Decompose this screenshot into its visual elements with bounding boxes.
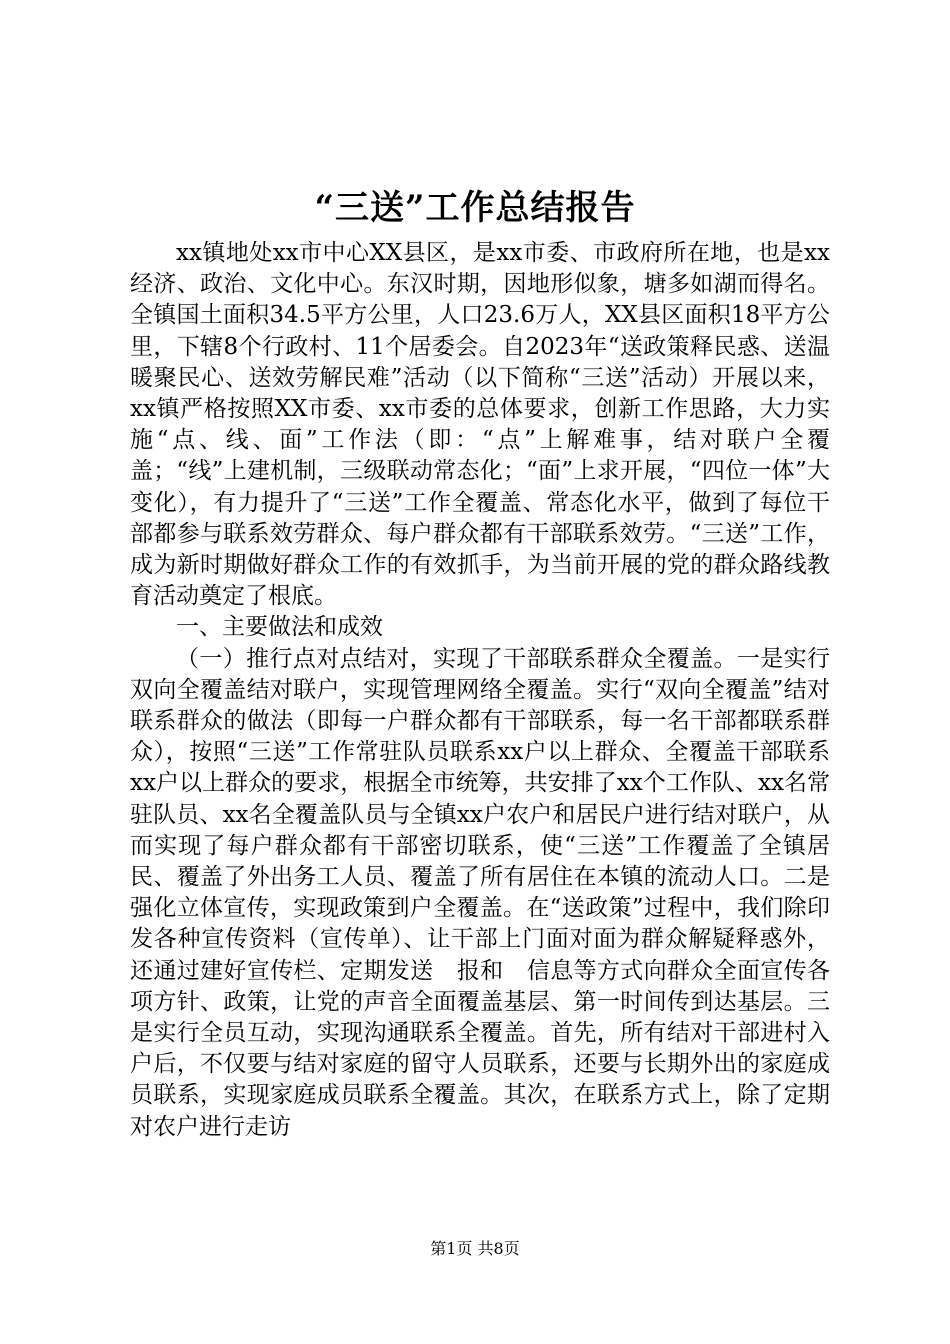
document-title: “三送”工作总结报告 — [314, 188, 636, 228]
page-footer: 第1页 共8页 — [430, 1239, 520, 1258]
body-paragraph: xx镇地处xx市中心XX县区，是xx市委、市政府所在地，也是xx经济、政治、文化中心。东汉时期，因地形似象，塘多如湖而得名。全镇国土面积34.5平方公里，人口23.6万人，XX县区面积18平方公里，下辖8个行政村、11个居委会。自2023年“送政策释民惑、送温暖聚民心、送效劳解民难”活动（以下简称“三送”活动）开展以来，xx镇严格按照XX市委、xx市委的总体要求，创新工作思路，大力实施“点、线、面”工作法（即：“点”上解难事，结对联户全覆盖；“线”上建机制，三级联动常态化；“面”上求开展，“四位一体”大变化），有力提升了“三送”工作全覆盖、常态化水平，做到了每位干部都参与联系效劳群众、每户群众都有干部联系效劳。“三送”工作，成为新时期做好群众工作的有效抓手，为当前开展的党的群众路线教育活动奠定了根底。 — [130, 240, 830, 610]
document-body — [130, 238, 830, 1143]
section-heading: 一、主要做法和成效 — [176, 614, 383, 641]
body-paragraph: （一）推行点对点结对，实现了干部联系群众全覆盖。一是实行双向全覆盖结对联户，实现管理网络全覆盖。实行“双向全覆盖”结对联系群众的做法（即每一户群众都有干部联系，每一名干部都联系群众），按照“三送”工作常驻队员联系xx户以上群众、全覆盖干部联系xx户以上群众的要求，根据全市统筹，共安排了xx个工作队、xx名常驻队员、xx名全覆盖队员与全镇xx户农户和居民户进行结对联户，从而实现了每户群众都有干部密切联系，使“三送”工作覆盖了全镇居民、覆盖了外出务工人员、覆盖了所有居住在本镇的流动人口。二是强化立体宣传，实现政策到户全覆盖。在“送政策”过程中，我们除印发各种宣传资料（宣传单）、让干部上门面对面为群众解疑释惑外，还通过建好宣传栏、定期发送 报和 信息等方式向群众全面宣传各项方针、政策，让党的声音全面覆盖基层、第一时间传到达基层。三是实行全员互动，实现沟通联系全覆盖。首先，所有结对干部进村入户后，不仅要与结对家庭的留守人员联系，还要与长期外出的家庭成员联系，实现家庭成员联系全覆盖。其次，在联系方式上，除了定期对农户进行走访 — [130, 645, 830, 1140]
